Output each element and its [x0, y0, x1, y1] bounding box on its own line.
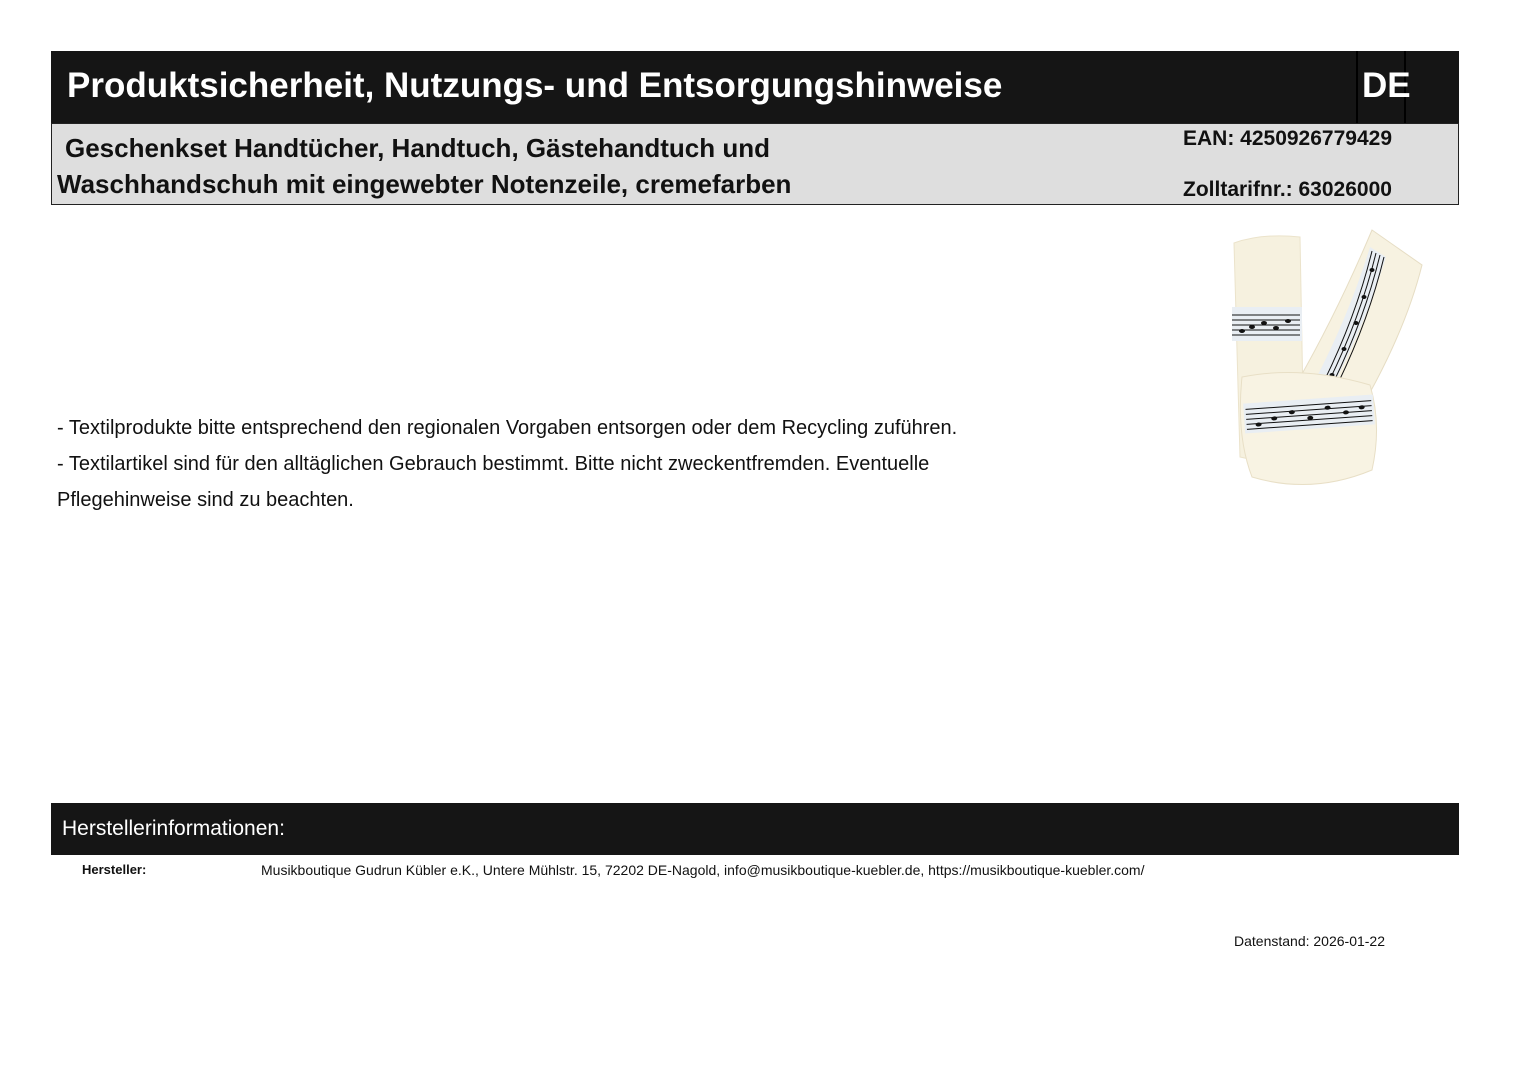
page-title: Produktsicherheit, Nutzungs- und Entsorgungshinweise — [67, 66, 1003, 105]
product-info-bar — [51, 123, 1459, 205]
language-box — [1356, 51, 1411, 123]
note-disposal: - Textilprodukte bitte entsprechend den regionalen Vorgaben entsorgen oder dem Recycling zuführen. — [57, 417, 958, 439]
language-label: DE — [1362, 66, 1411, 105]
manufacturer-details: Musikboutique Gudrun Kübler e.K., Untere Mühlstr. 15, 72202 DE-Nagold, info@musikboutique-kuebler.de, https://musikboutique-kuebler.com/ — [261, 862, 1145, 878]
product-name-line-2: Waschhandschuh mit eingewebter Notenzeile, cremefarben — [57, 169, 792, 199]
note-usage: - Textilartikel sind für den alltäglichen Gebrauch bestimmt. Bitte nicht zweckentfremden. Eventuelle Pflegehinweise sind zu beachten. — [57, 453, 930, 511]
manufacturer-header-bar — [51, 803, 1459, 855]
manufacturer-label: Hersteller: — [82, 862, 147, 877]
product-name — [57, 130, 857, 202]
data-date: Datenstand: 2026-01-22 — [1234, 933, 1385, 949]
manufacturer-section-title: Herstellerinformationen: — [62, 817, 285, 840]
product-name-line-1: Geschenkset Handtücher, Handtuch, Gästehandtuch und — [65, 133, 771, 163]
customs-tariff-number: Zolltarifnr.: 63026000 — [1183, 178, 1392, 201]
ean-number: EAN: 4250926779429 — [1183, 127, 1392, 150]
towel-set-photo-icon — [1222, 225, 1426, 495]
header-bar — [51, 51, 1459, 123]
notes-section — [57, 410, 1057, 518]
